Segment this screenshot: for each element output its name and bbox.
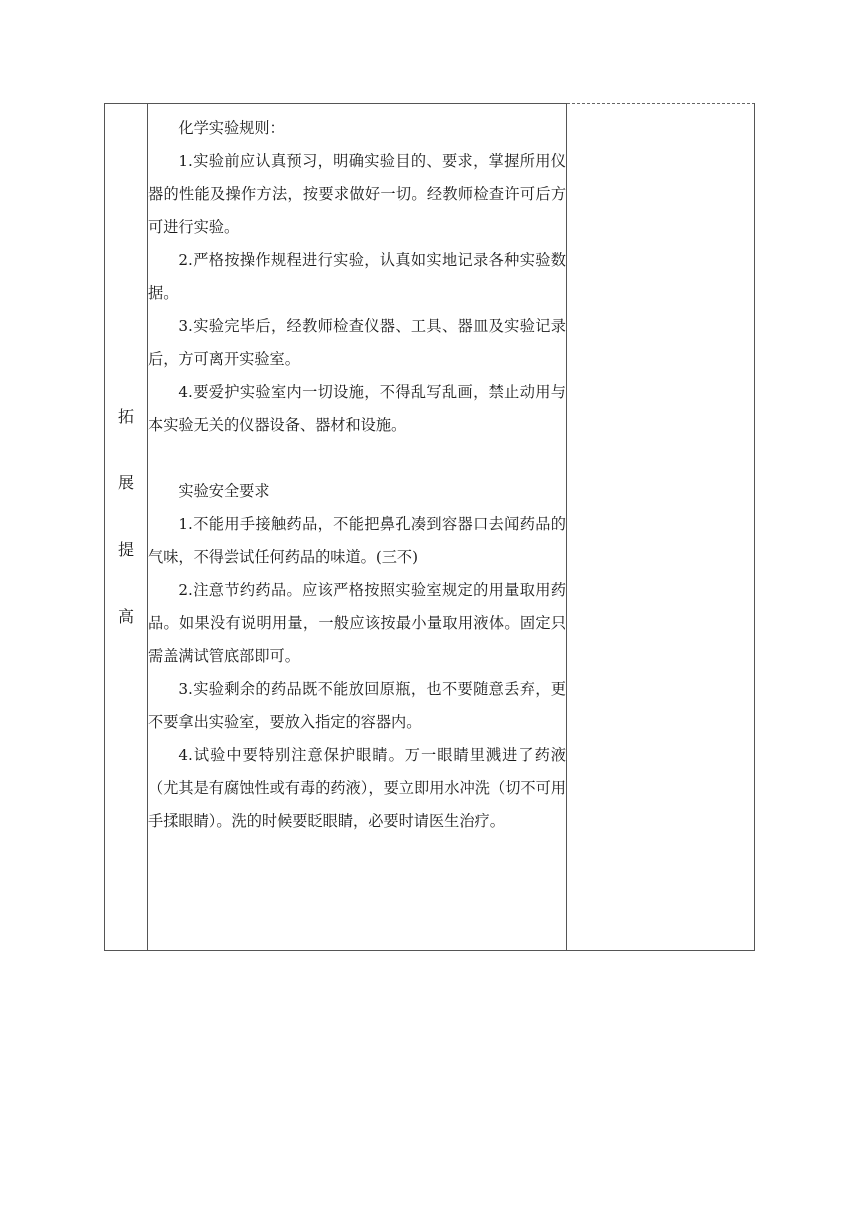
- content-cell: [148, 103, 566, 838]
- lesson-table: [104, 103, 755, 951]
- rule-item: 1.实验前应认真预习，明确实验目的、要求，掌握所用仪器的性能及操作方法，按要求做好一切。经教师检查许可后方可进行实验。: [148, 152, 566, 236]
- table-left-border: [104, 103, 105, 951]
- section-heading: 化学实验规则：: [178, 119, 285, 137]
- notes-cell: [567, 104, 754, 950]
- rule-item: 2.严格按操作规程进行实验，认真如实地记录各种实验数据。: [148, 251, 566, 302]
- section-heading: 实验安全要求: [178, 482, 270, 500]
- safety-item: 1.不能用手接触药品，不能把鼻孔凑到容器口去闻药品的气味，不得尝试任何药品的味道。(三不): [148, 515, 566, 566]
- side-label-char: 展: [117, 473, 134, 492]
- table-right-border: [754, 103, 755, 951]
- side-label-char: 提: [117, 540, 134, 559]
- side-label-char: 拓: [117, 407, 134, 426]
- blank-line: [148, 442, 566, 475]
- safety-item: 2.注意节约药品。应该严格按照实验室规定的用量取用药品。如果没有说明用量，一般应该按最小量取用液体。固定只需盖满试管底部即可。: [148, 581, 566, 665]
- rule-item: 4.要爱护实验室内一切设施，不得乱写乱画，禁止动用与本实验无关的仪器设备、器材和设施。: [148, 383, 566, 434]
- safety-item: 4.试验中要特别注意保护眼睛。万一眼睛里溅进了药液（尤其是有腐蚀性或有毒的药液），要立即用水冲洗（切不可用手揉眼睛）。洗的时候要眨眼睛，必要时请医生治疗。: [148, 746, 566, 830]
- rule-item: 3.实验完毕后，经教师检查仪器、工具、器皿及实验记录后，方可离开实验室。: [148, 317, 566, 368]
- side-label-char: 高: [117, 607, 134, 626]
- safety-item: 3.实验剩余的药品既不能放回原瓶，也不要随意丢弃，更不要拿出实验室，要放入指定的容器内。: [148, 680, 566, 731]
- table-bottom-border: [104, 950, 755, 951]
